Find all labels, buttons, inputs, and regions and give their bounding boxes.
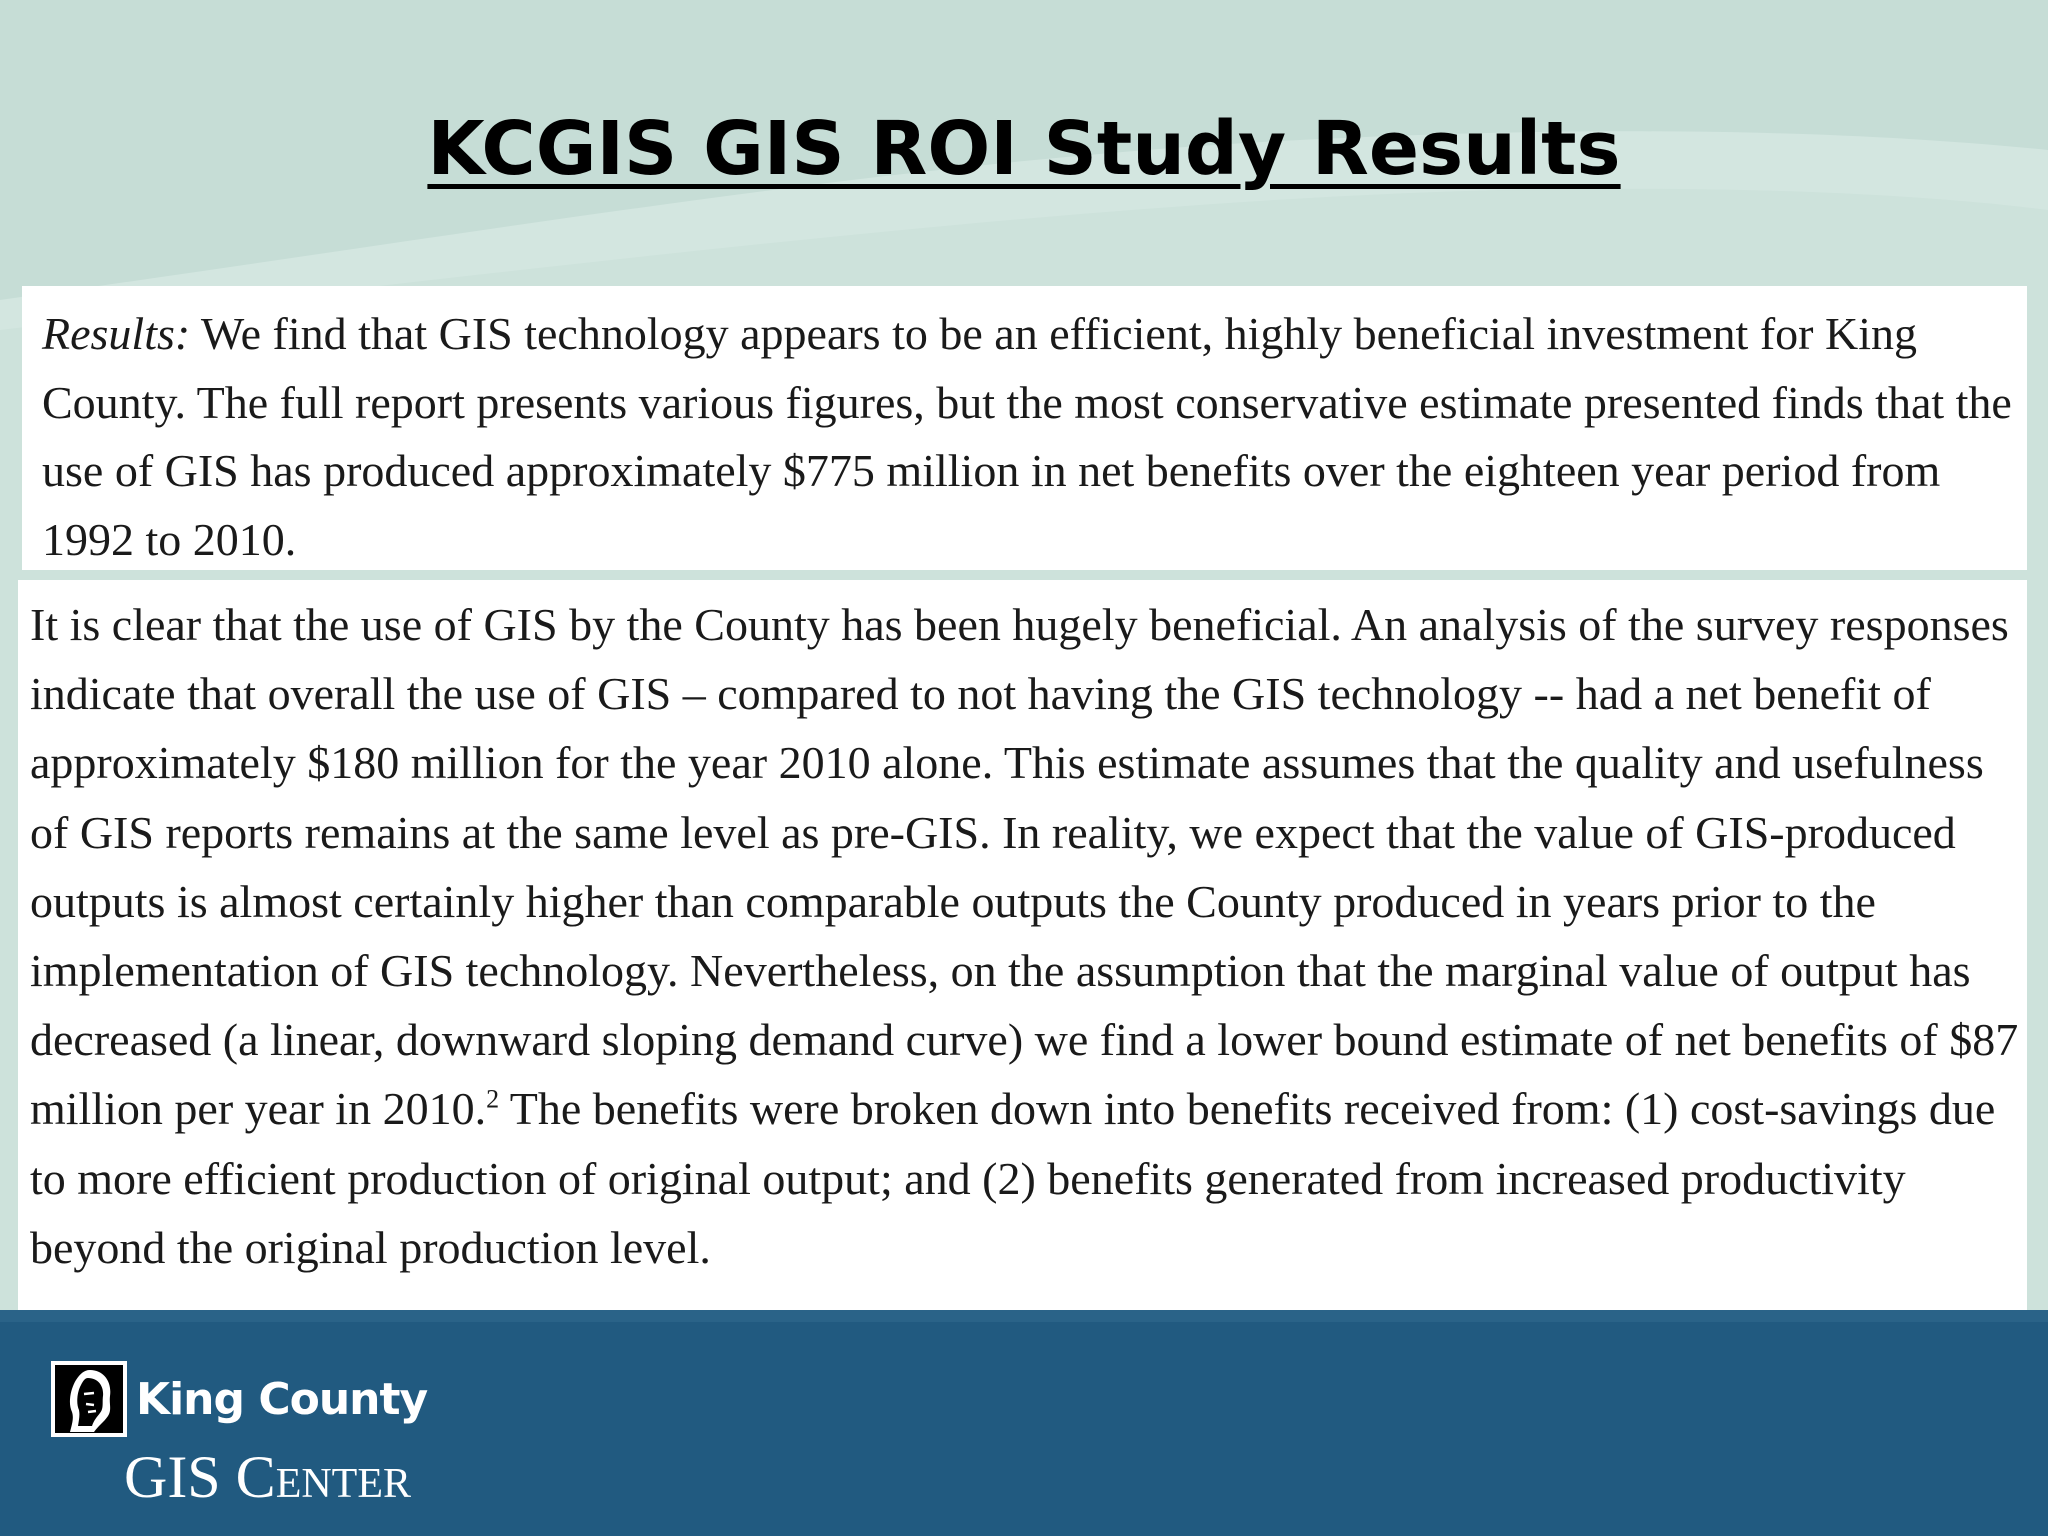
slide-title: KCGIS GIS ROI Study Results: [427, 106, 1621, 192]
results-summary-box: [22, 286, 2027, 570]
body-paragraph: [30, 590, 2027, 1282]
center-name: GIS Center: [124, 1444, 412, 1510]
results-text: We find that GIS technology appears to be an efficient, highly beneficial investment for King County. The full report presents various figures, but the most conservative estimate presented finds that the use of GIS has produced approximately $775 million in net benefits over the eighteen year period from 1992 to 2010.: [42, 308, 2012, 565]
body-text-main: It is clear that the use of GIS by the County has been hugely beneficial. An analysis of the survey responses indicate that overall the use of GIS – compared to not having the GIS technology -- had a net benefit of approximately $180 million for the year 2010 alone. This estimate assumes that the quality and usefulness of GIS reports remains at the same level as pre-GIS. In reality, we expect that the value of GIS-produced outputs is almost certainly higher than comparable outputs the County produced in years prior to the implementation of GIS technology. Nevertheless, on the assumption that the marginal value of output has decreased (a linear, downward sloping demand curve) we find a lower bound estimate of net benefits of $87 million per year in 2010.: [30, 599, 2019, 1135]
results-lead-in: Results:: [42, 308, 191, 359]
org-name: King County: [136, 1374, 428, 1425]
results-paragraph: [42, 300, 2027, 574]
body-text-box: [18, 580, 2027, 1346]
body-text-continued: The benefits were broken down into benefits received from: (1) cost-savings due to more efficient production of original output; and (2) benefits generated from increased productivity beyond the original production level.: [30, 1083, 1996, 1273]
footnote-mark: 2: [486, 1085, 500, 1115]
king-county-logo-icon: [50, 1360, 128, 1438]
